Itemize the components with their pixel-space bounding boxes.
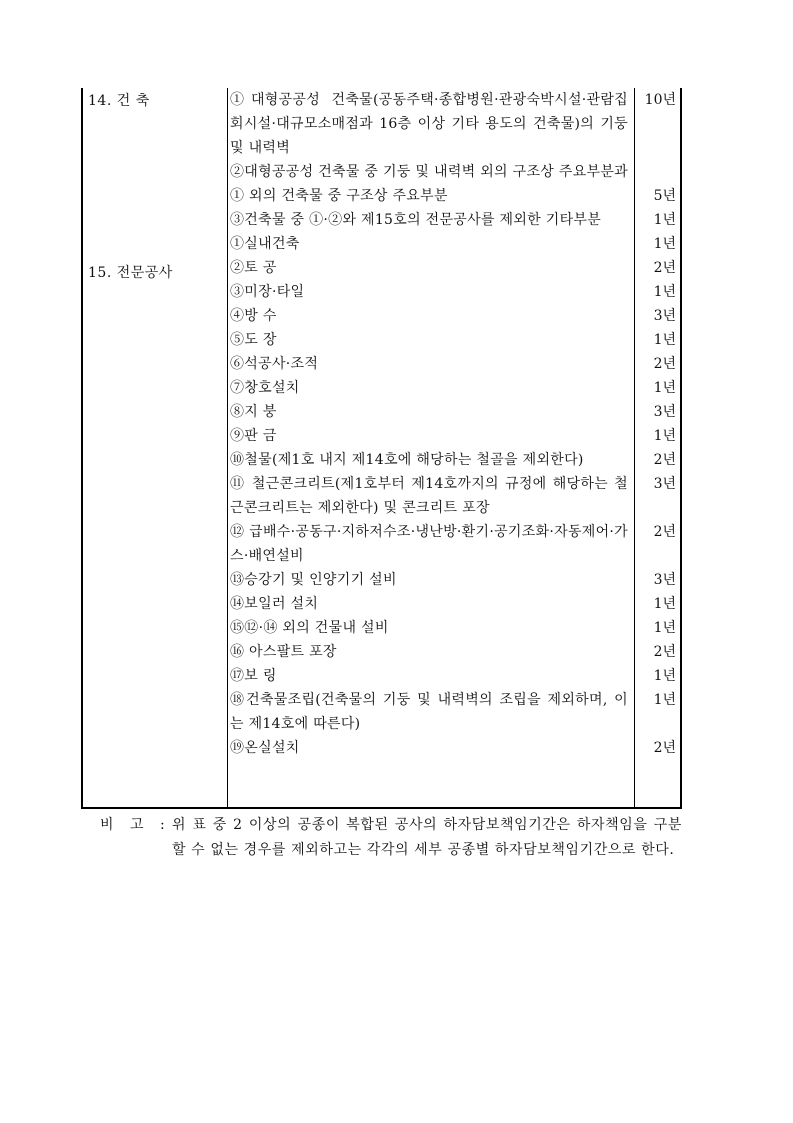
row-period: 2년	[653, 524, 676, 540]
row-period: 3년	[653, 572, 676, 588]
table-row	[230, 688, 680, 736]
table-row	[230, 736, 680, 760]
table-row	[230, 88, 680, 160]
row-description: ③건축물 중 ①·②와 제15호의 전문공사를 제외한 기타부분	[230, 212, 602, 228]
row-period: 1년	[653, 596, 676, 612]
row-description: ⑩철물(제1호 내지 제14호에 해당하는 철골을 제외한다)	[230, 452, 584, 468]
table-row	[230, 472, 680, 520]
table-row	[230, 232, 680, 256]
table-row	[230, 328, 680, 352]
row-period: 1년	[653, 284, 676, 300]
table-row	[230, 664, 680, 688]
table-row	[230, 304, 680, 328]
table-right-border	[680, 88, 682, 809]
table-row	[230, 448, 680, 472]
row-description: ⑭보일러 설치	[230, 596, 319, 612]
row-description: ⑬승강기 및 인양기기 설비	[230, 572, 397, 588]
row-period: 3년	[653, 476, 676, 492]
row-period: 1년	[653, 212, 676, 228]
row-description: ⑦창호설치	[230, 380, 300, 396]
row-period: 3년	[653, 308, 676, 324]
row-period: 2년	[653, 644, 676, 660]
row-period: 1년	[653, 692, 676, 708]
row-description: ⑱건축물조립(건축물의 기둥 및 내력벽의 조립을 제외하며, 이는 제14호에 따른다)	[230, 692, 628, 732]
table-row	[230, 592, 680, 616]
remarks-label: 비 고 :	[100, 817, 171, 833]
category-14-architecture: 14. 건 축	[88, 93, 150, 109]
row-period: 1년	[653, 428, 676, 444]
row-period: 1년	[653, 668, 676, 684]
row-period: 5년	[653, 188, 676, 204]
table-row	[230, 520, 680, 568]
row-description: ⑯ 아스팔트 포장	[230, 644, 337, 660]
row-period: 10년	[644, 92, 676, 108]
table-row	[230, 352, 680, 376]
row-description: ②대형공공성 건축물 중 기둥 및 내력벽 외의 구조상 주요부분과 ① 외의 건축물 중 구조상 주요부분	[230, 164, 628, 204]
row-description: ⑪ 철근콘크리트(제1호부터 제14호까지의 규정에 해당하는 철근콘크리트는 제외한다) 및 콘크리트 포장	[230, 476, 628, 516]
row-description: ①실내건축	[230, 236, 300, 252]
row-period: 2년	[653, 356, 676, 372]
row-description: ③미장·타일	[230, 284, 305, 300]
row-description: ④방 수	[230, 308, 277, 324]
table-row	[230, 280, 680, 304]
row-description: ⑨판 금	[230, 428, 277, 444]
row-description: ⑮⑫·⑭ 외의 건물내 설비	[230, 620, 389, 636]
row-description: ⑫급배수·공동구·지하저수조·냉난방·환기·공기조화·자동제어·가스·배연설비	[230, 524, 628, 564]
table-row	[230, 568, 680, 592]
table-row	[230, 208, 680, 232]
warranty-table-rows	[230, 88, 680, 760]
table-row	[230, 424, 680, 448]
row-period: 1년	[653, 332, 676, 348]
row-description: ②토 공	[230, 260, 277, 276]
row-period: 1년	[653, 236, 676, 252]
row-period: 2년	[653, 260, 676, 276]
remarks-text: 위 표 중 2 이상의 공종이 복합된 공사의 하자담보책임기간은 하자책임을 구분할 수 없는 경우를 제외하고는 각각의 세부 공종별 하자담보책임기간으로 한다.	[172, 817, 682, 858]
row-period: 3년	[653, 404, 676, 420]
row-description: ⑲온실설치	[230, 740, 300, 756]
table-row	[230, 616, 680, 640]
category-15-specialty-work: 15. 전문공사	[88, 265, 173, 281]
row-description: ⑧지 붕	[230, 404, 277, 420]
table-row	[230, 160, 680, 208]
table-row	[230, 400, 680, 424]
row-period: 1년	[653, 620, 676, 636]
row-period: 1년	[653, 380, 676, 396]
row-description: ⑰보 링	[230, 668, 277, 684]
row-description: ①대형공공성 건축물(공동주택·종합병원·관광숙박시설·관람집회시설·대규모소매점과 16층 이상 기타 용도의 건축물)의 기둥 및 내력벽	[230, 92, 628, 156]
column-divider-category	[227, 88, 228, 809]
row-description: ⑥석공사·조적	[230, 356, 319, 372]
table-row	[230, 376, 680, 400]
table-left-border	[81, 88, 83, 809]
row-period: 2년	[653, 740, 676, 756]
row-period: 2년	[653, 452, 676, 468]
table-bottom-border	[81, 807, 682, 809]
row-description: ⑤도 장	[230, 332, 277, 348]
table-row	[230, 640, 680, 664]
table-row	[230, 256, 680, 280]
